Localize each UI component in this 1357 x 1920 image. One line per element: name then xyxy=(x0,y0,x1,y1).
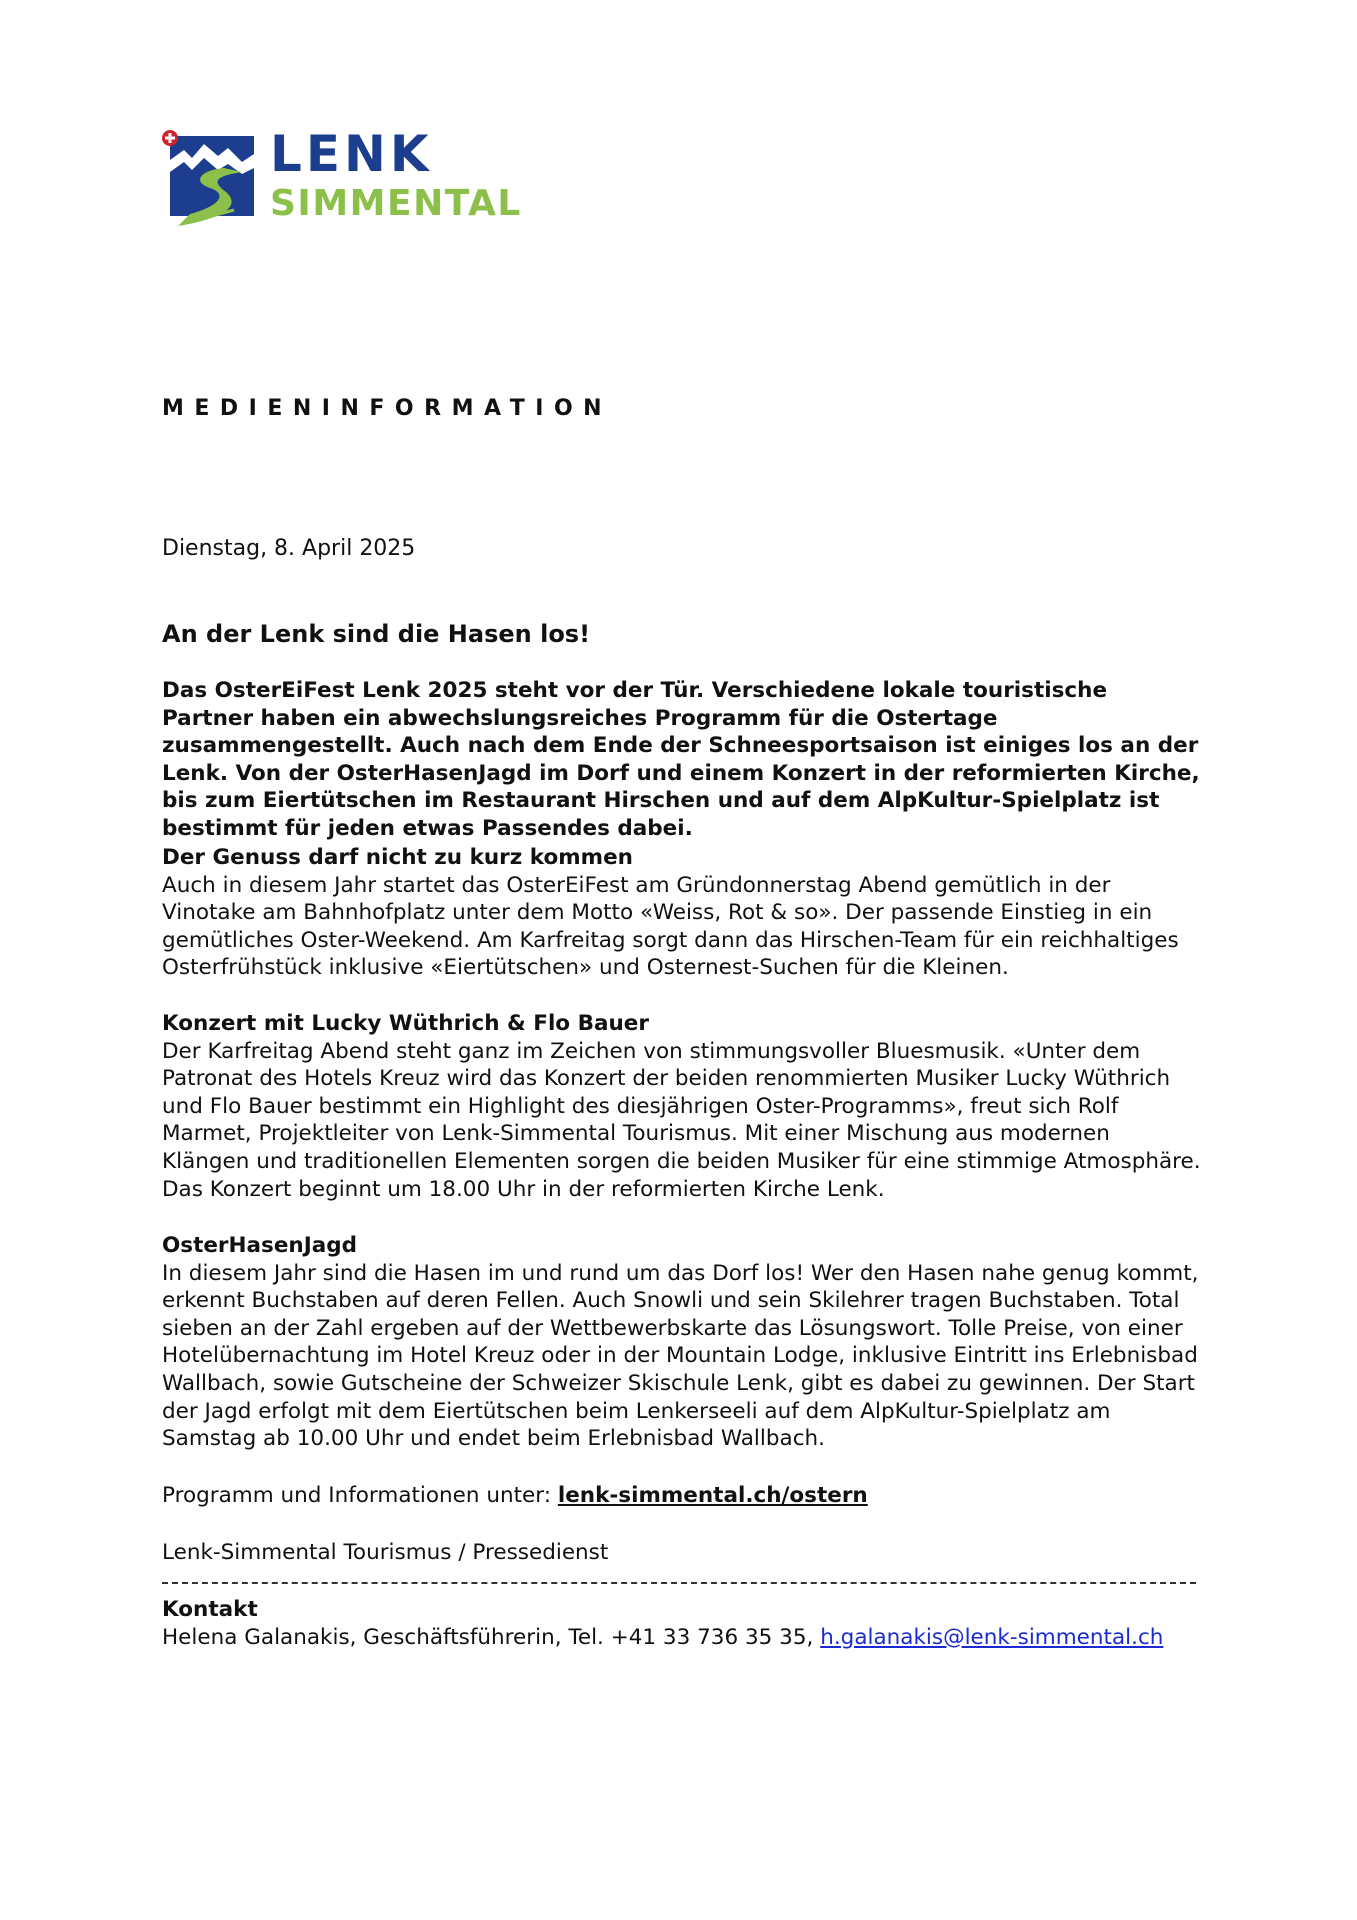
section-text: Der Karfreitag Abend steht ganz im Zeichen von stimmungsvoller Bluesmusik. «Unter dem Patronat des Hotels Kreuz wird das Konzert der beiden renommierten Musiker Lucky Wüthrich und Flo Bauer bestimmt ein Highlight des diesjährigen Oster-Programms», freut sich Rolf Marmet, Projektleiter von Lenk-Simmental Tourismus. Mit einer Mischung aus modernen Klängen und traditionellen Elementen sorgen die beiden Musiker für eine stimmige Atmosphäre. Das Konzert beginnt um 18.00 Uhr in der reformierten Kirche Lenk. xyxy=(162,1038,1201,1202)
sender-line: Lenk-Simmental Tourismus / Pressedienst xyxy=(162,1540,609,1565)
logo-text-lenk: LENK xyxy=(270,125,433,183)
section-heading: OsterHasenJagd xyxy=(162,1233,358,1258)
lenk-simmental-mountain-logo-icon xyxy=(162,128,262,232)
logo-wordmark xyxy=(270,126,522,226)
section-osterhasenjagd xyxy=(162,1232,1202,1453)
contact-text: Helena Galanakis, Geschäftsführerin, Tel. +41 33 736 35 35, xyxy=(162,1624,821,1650)
lenk-simmental-logo xyxy=(162,125,542,232)
program-info-prefix: Programm und Informationen unter: xyxy=(162,1483,558,1508)
contact-heading: Kontakt xyxy=(162,1597,258,1622)
page-title: An der Lenk sind die Hasen los! xyxy=(162,620,591,648)
contact-block xyxy=(162,1596,1163,1651)
program-info-line xyxy=(162,1482,868,1510)
dashed-divider xyxy=(162,1582,1196,1584)
section-genuss xyxy=(162,844,1202,982)
section-text: In diesem Jahr sind die Hasen im und rund um das Dorf los! Wer den Hasen nahe genug kommt, erkennt Buchstaben auf deren Fellen. Auch Snowli und sein Skilehrer tragen Buchstaben. Total sieben an der Zahl ergeben auf der Wettbewerbskarte das Lösungswort. Tolle Preise, von einer Hotelübernachtung im Hotel Kreuz oder in der Mountain Lodge, inklusive Eintritt ins Erlebnisbad Wallbach, sowie Gutscheine der Schweizer Skischule Lenk, gibt es dabei zu gewinnen. Der Start der Jagd erfolgt mit dem Eiertütschen beim Lenkerseeli auf dem AlpKultur-Spielplatz am Samstag ab 10.00 Uhr und endet beim Erlebnisbad Wallbach. xyxy=(162,1260,1199,1452)
logo-text-simmental: SIMMENTAL xyxy=(270,183,522,224)
program-link[interactable]: lenk-simmental.ch/ostern xyxy=(557,1483,868,1508)
section-heading: Konzert mit Lucky Wüthrich & Flo Bauer xyxy=(162,1011,649,1036)
contact-email-link[interactable]: h.galanakis@lenk-simmental.ch xyxy=(820,1624,1164,1650)
section-heading: Der Genuss darf nicht zu kurz kommen xyxy=(162,845,633,870)
section-konzert xyxy=(162,1010,1202,1203)
lead-paragraph: Das OsterEiFest Lenk 2025 steht vor der Tür. Verschiedene lokale touristische Partner haben ein abwechslungsreiches Programm für die Ostertage zusammengestellt. Auch nach dem Ende der Schneesportsaison ist einiges los an der Lenk. Von der OsterHasenJagd im Dorf und einem Konzert in der reformierten Kirche, bis zum Eiertütschen im Restaurant Hirschen und auf dem AlpKultur-Spielplatz ist bestimmt für jeden etwas Passendes dabei. xyxy=(162,678,1200,841)
release-date: Dienstag, 8. April 2025 xyxy=(162,536,416,561)
contact-details xyxy=(162,1624,1163,1652)
document-type-label: MEDIENINFORMATION xyxy=(162,396,613,421)
section-text: Auch in diesem Jahr startet das OsterEiFest am Gründonnerstag Abend gemütlich in der Vinotake am Bahnhofplatz unter dem Motto «Weiss, Rot & so». Der passende Einstieg in ein gemütliches Oster-Weekend. Am Karfreitag sorgt dann das Hirschen-Team für ein reichhaltiges Osterfrühstück inklusive «Eiertütschen» und Osternest-Suchen für die Kleinen. xyxy=(162,872,1179,981)
